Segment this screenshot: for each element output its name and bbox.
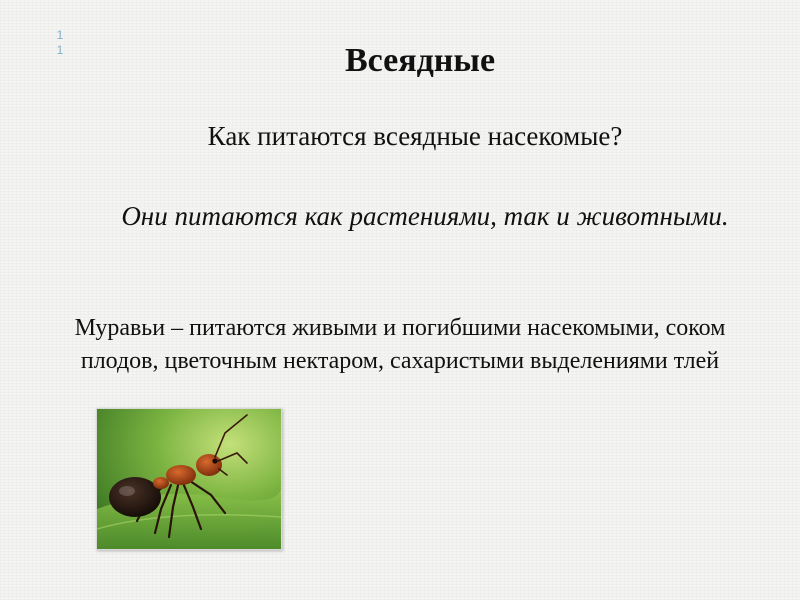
ant-photo-icon: [97, 409, 281, 549]
answer-text: Они питаются как растениями, так и животными.: [121, 201, 729, 231]
slide-number: 11: [56, 28, 64, 57]
question-text: Как питаются всеядные насекомые?: [207, 121, 623, 151]
ant-description: Муравьи – питаются живыми и погибшими насекомыми, соком плодов, цветочным нектаром, сахаристыми выделениями тлей: [74, 315, 726, 374]
ant-photo: [96, 408, 282, 550]
slide-title: Всеядные: [344, 42, 496, 79]
